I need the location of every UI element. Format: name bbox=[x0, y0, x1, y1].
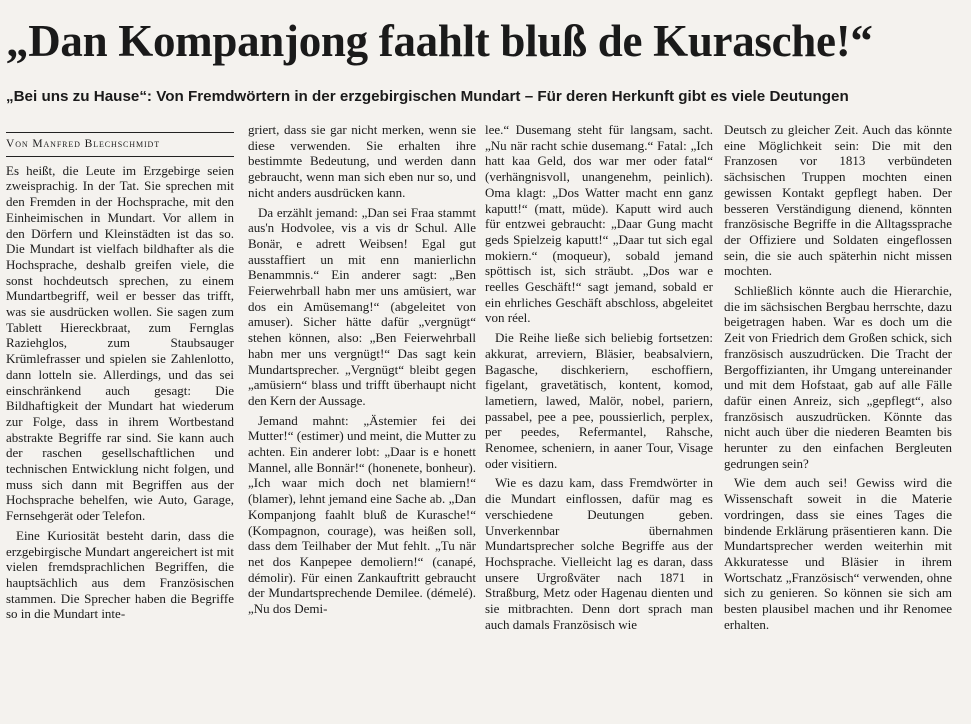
article-headline: „Dan Kompanjong faahlt bluß de Kurasche!“ bbox=[6, 16, 873, 66]
paragraph: Schließlich könnte auch die Hierarchie, die im sächsischen Bergbau herrschte, dazu beigetragen haben. War es doch um die Zeit von Friedrich dem Großen schick, sich französisch auszudrücken. Die Tracht der Bergoffizianten, ihr Umgang untereinander und mit dem Hofstaat, gab auf alle Fälle dafür einen Anreiz, sich „gepflegt“, also französisch auszudrücken. Könnte das nicht auch über die niederen Beamten bis herunter zu den einfachen Bergleuten gedrungen sein? bbox=[724, 283, 952, 471]
article-subheadline: „Bei uns zu Hause“: Von Fremdwörtern in der erzgebirgischen Mundart – Für deren Herkunft gibt es viele Deutungen bbox=[6, 88, 849, 105]
author-byline: Von Manfred Blechschmidt bbox=[6, 132, 234, 157]
paragraph: lee.“ Dusemang steht für langsam, sacht. „Nu när racht schie dusemang.“ Fatal: „Ich hatt kaa Geld, dos war mer oder fatal“ (verhängnisvoll, unangenehm, peinlich). Oma klagt: „Dos Watter macht enn ganz kaputt!“ (matt, müde). Kaputt wird auch für entzwei gebraucht: „Daar Gung macht geds Spielzeig kaputt!“ „Daar tut sich egal mokiern.“ (moqueur), sobald jemand spöttisch ist, sich sträubt. „Dos war e reelles Geschäft!“ sagt jemand, sobald er ein ehrliches Geschäft abschloss, abgeleitet von réel. bbox=[485, 122, 713, 326]
text-column-3 bbox=[485, 122, 713, 633]
paragraph: Wie es dazu kam, dass Fremdwörter in die Mundart einflossen, dafür mag es verschiedene Deutungen geben. Unverkennbar übernahmen Mundartsprecher solche Begriffe aus der Hochsprache. Vielleicht lag es daran, dass unsere Urgroßväter nach 1871 in Straßburg, Metz oder Hagenau dienten und sie mitbrachten. Denn dort sprach man auch damals Französisch wie bbox=[485, 475, 713, 632]
paragraph: Da erzählt jemand: „Dan sei Fraa stammt aus'n Hodvolee, vis a vis dr Schul. Alle Bonär, e adrett Weibsen! Egal gut ausstaffiert un mit enn manierlichn Benammnis.“ Ein anderer sagt: „Ben Feierwehrball habn mer uns amüsiert, war dos ein Amüsemang!“ (abgeleitet von amuser). Sicher hätte dafür „vergnügt“ stehen können, also: „Ben Feierwehrball habn mer uns vergnügt!“ Das sagt kein Mundartsprecher. „Vergnügt“ bleibt gegen „amüsiern“ blass und trifft überhaupt nicht den Kern der Aussage. bbox=[248, 204, 476, 408]
paragraph: Jemand mahnt: „Ästemier fei dei Mutter!“ (estimer) und meint, die Mutter zu achten. Ein anderer lobt: „Daar is e honett Mannel, alle Bonnär!“ (honenete, bonheur). „Ich waar mich doch net blamiern!“ (blamer), lehnt jemand eine Sache ab. „Dan Kompanjong faahlt bluß de Kurasche!“ (Kompagnon, courage), was heißen soll, dass dem Teilhaber der Mut fehlt. „Tu när net dos Kanpepee demoliern!“ (canapé, démolir). Für einen Zankauftritt gebraucht der Mundartsprechende Demilee. (démelé). „Nu dos Demi- bbox=[248, 412, 476, 617]
paragraph: griert, dass sie gar nicht merken, wenn sie diese verwenden. Sie erhalten ihre bestimmte Bedeutung, und werden dann gebraucht, wenn man sich eben nur so, und nicht anders ausdrücken kann. bbox=[248, 122, 476, 200]
text-column-2 bbox=[248, 122, 476, 617]
paragraph: Es heißt, die Leute im Erzgebirge seien zweisprachig. In der Tat. Sie sprechen mit den Fremden in der Hochsprache, mit den Einheimischen in Mundart. Vor allem in den Dörfern und Kleinstädten ist das so. Die Mundart ist vielfach bildhafter als die Hochsprache, deshalb greifen viele, die sonst hochdeutsch sprechen, zu einem Mundartbegriff, weil er besser das trifft, was sie ausdrücken wollen. Sie sagen zum Tablett Hiereckbraat, zum Fernglas Raziehglos, zum Staubsauger Krümlefrasser und spielen sie Zahlenlotto, dann lotteln sie. Allerdings, und das sei einschränkend auch gesagt: Die Bildhaftigkeit der Mundart hat wiederum zur Folge, dass in ihrem Wortbestand abstrakte Begriffe rar sind. Sie kann auch der raschen gesellschaftlichen und technischen Entwicklung nicht folgen, und muss sich dann mit Begriffen aus der Hochsprache behelfen, wie Auto, Garage, Fernsehgerät oder Telefon. bbox=[6, 162, 234, 524]
paragraph: Wie dem auch sei! Gewiss wird die Wissenschaft soweit in die Materie vordringen, dass sie eines Tages die bindende Erklärung präsentieren kann. Die Mundartsprecher werden weiterhin mit Akkuratesse und Bläsier in ihrem Wortschatz „Französisch“ verwenden, ohne sich zu genieren. So können sie sich am besten plausibel machen und ihr Renomee erhalten. bbox=[724, 475, 952, 632]
paragraph: Die Reihe ließe sich beliebig fortsetzen: akkurat, arreviern, Bläsier, beabsalviern, Bagasche, dischkeriern, eschoffiern, figelant, gravetätisch, kontent, komod, lametiern, lawed, Malör, nobel, pariern, passabel, pee a pee, poussierlich, perplex, per peedes, Refermantel, Rahsche, Renomee, scheniern, in aaner Tour, Visage oder visitiern. bbox=[485, 330, 713, 471]
text-column-1 bbox=[6, 122, 234, 622]
text-column-4 bbox=[724, 122, 952, 633]
paragraph: Eine Kuriosität besteht darin, dass die erzgebirgische Mundart angereichert ist mit vielen fremdsprachlichen Begriffen, die hauptsächlich aus dem Französischen stammen. Die Sprecher haben die Begriffe so in die Mundart inte- bbox=[6, 527, 234, 622]
paragraph: Deutsch zu gleicher Zeit. Auch das könnte eine Möglichkeit sein: Die mit den Franzosen vor 1813 verbündeten sächsischen Truppen mochten einen gewissen Kontakt gepflegt haben. Der besseren Verständigung dienend, könnten französische Begriffe in die Alltagssprache der Offiziere und Soldaten eingeflossen sein, die sie auch späterhin nicht missen mochten. bbox=[724, 122, 952, 279]
